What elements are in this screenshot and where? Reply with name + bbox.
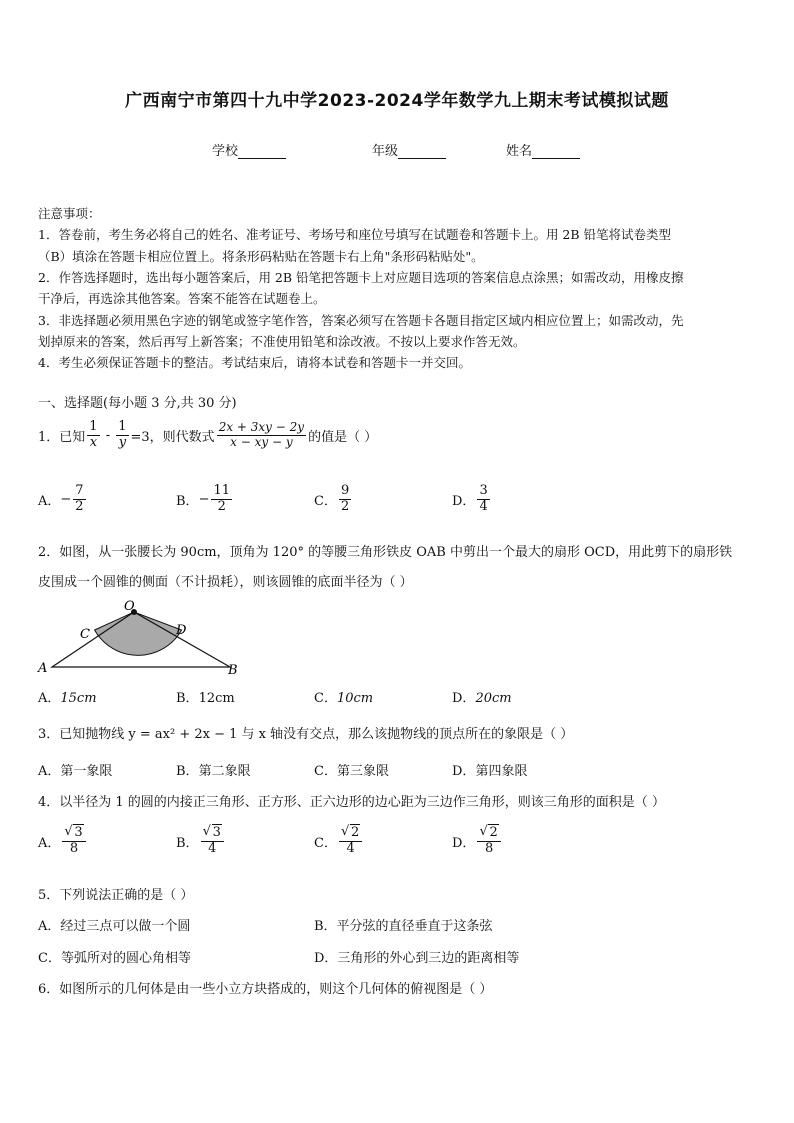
frac-num: 11 bbox=[213, 483, 231, 498]
frac-den: 4 bbox=[208, 840, 217, 856]
q2-option-d bbox=[452, 687, 512, 706]
section-heading: 一、选择题(每小题 3 分,共 30 分) bbox=[38, 396, 237, 411]
notice-line: （B）填涂在答题卡相应位置上。将条形码粘贴在答题卡右上角"条形码粘贴处"。 bbox=[38, 249, 484, 264]
q1-option-a bbox=[38, 484, 88, 515]
name-field bbox=[506, 140, 580, 159]
frac-den: 8 bbox=[69, 840, 79, 856]
question-3: 3．已知抛物线 y = ax² + 2x − 1 与 x 轴没有交点，那么该抛物线的顶点所在的象限是（ ） bbox=[38, 727, 574, 742]
option-label: D． bbox=[452, 835, 476, 851]
option-fraction bbox=[62, 826, 85, 857]
label-o: O bbox=[124, 599, 135, 614]
school-label: 学校 bbox=[212, 144, 239, 159]
frac-den: 4 bbox=[346, 840, 355, 856]
frac-den: 2 bbox=[340, 498, 350, 514]
q1-fraction-1y bbox=[116, 420, 128, 451]
frac-num: 3 bbox=[479, 483, 488, 498]
option-fraction bbox=[73, 484, 85, 515]
notice-line: 划掉原来的答案，然后再写上新答案；不准使用铅笔和涂改液。不按以上要求作答无效。 bbox=[38, 334, 526, 349]
q1-eq: =3，则代数式 bbox=[130, 429, 215, 445]
option-label: C． bbox=[314, 764, 337, 779]
q1-prefix: 1．已知 bbox=[38, 429, 86, 445]
option-sign: − bbox=[60, 491, 72, 507]
option-text: 第二象限 bbox=[198, 764, 251, 779]
question-4: 4．以半径为 1 的圆的内接正三角形、正方形、正六边形的边心距为三边作三角形，则该三角形的面积是（ ） bbox=[38, 795, 665, 810]
option-text: 第一象限 bbox=[60, 764, 113, 779]
option-label: B． bbox=[176, 691, 199, 706]
school-blank bbox=[238, 146, 286, 159]
frac-num: 9 bbox=[340, 483, 350, 498]
frac-den: 8 bbox=[484, 840, 494, 856]
option-fraction bbox=[211, 484, 232, 515]
frac-den: 4 bbox=[479, 498, 488, 514]
grade-label: 年级 bbox=[372, 144, 399, 159]
label-b: B bbox=[228, 663, 238, 678]
frac-den: 2 bbox=[217, 498, 226, 514]
q5-option-c: C．等弧所对的圆心角相等 bbox=[38, 951, 191, 966]
notice-line: 3．非选择题必须用黑色字迹的钢笔或签字笔作答，答案必须写在答题卡各题目指定区域内相应位置上；如需改动，先 bbox=[38, 313, 684, 328]
option-fraction bbox=[339, 826, 362, 857]
sqrt-sign bbox=[341, 826, 360, 841]
notice-line: 干净后，再选涂其他答案。答案不能答在试题卷上。 bbox=[38, 291, 326, 306]
q3-option-c bbox=[314, 760, 389, 779]
option-label: A． bbox=[38, 691, 61, 706]
label-a: A bbox=[38, 661, 48, 676]
option-text: 20cm bbox=[475, 691, 512, 706]
q4-option-b bbox=[176, 826, 226, 857]
notice-line: 2．作答选择题时，选出每小题答案后，用 2B 铅笔把答题卡上对应题目选项的答案信息点涂黑；如需改动，用橡皮擦 bbox=[38, 270, 684, 285]
option-text: 12cm bbox=[198, 691, 235, 706]
sector-ocd bbox=[95, 612, 182, 655]
label-c: C bbox=[80, 627, 90, 642]
sqrt-sign bbox=[203, 826, 222, 841]
option-label: B． bbox=[176, 764, 199, 779]
q1-suffix: 的值是（ ） bbox=[308, 429, 378, 445]
school-field bbox=[212, 140, 286, 159]
q1-option-c bbox=[314, 484, 353, 515]
radicand: 2 bbox=[489, 825, 498, 840]
frac-num bbox=[201, 826, 224, 842]
q2-figure bbox=[34, 596, 244, 678]
notice-line: 1．答卷前，考生务必将自己的姓名、准考证号、考场号和座位号填写在试题卷和答题卡上。用 2B 铅笔将试卷类型 bbox=[38, 227, 672, 242]
option-label: A． bbox=[38, 493, 61, 509]
q3-option-b bbox=[176, 760, 251, 779]
radicand: 2 bbox=[350, 825, 360, 840]
notice-heading: 注意事项： bbox=[38, 206, 101, 221]
q5-option-b: B．平分弦的直径垂直于这条弦 bbox=[314, 919, 493, 934]
option-text: 15cm bbox=[60, 691, 97, 706]
q1-minus: - bbox=[101, 427, 115, 443]
q2-option-c bbox=[314, 687, 373, 706]
q1-f2-den: y bbox=[118, 434, 127, 450]
option-label: A． bbox=[38, 764, 61, 779]
question-5: 5．下列说法正确的是（ ） bbox=[38, 888, 194, 903]
option-label: D． bbox=[452, 493, 476, 509]
q1-f1-den: x bbox=[89, 434, 98, 450]
q5-option-d: D．三角形的外心到三边的距离相等 bbox=[314, 951, 520, 966]
option-fraction bbox=[201, 826, 224, 857]
option-sign: − bbox=[198, 491, 210, 507]
notice-line: 4．考生必须保证答题卡的整洁。考试结束后，请将本试卷和答题卡一并交回。 bbox=[38, 355, 471, 370]
grade-blank bbox=[398, 146, 446, 159]
frac-num bbox=[477, 826, 500, 842]
option-text: 第四象限 bbox=[475, 764, 528, 779]
option-label: B． bbox=[176, 493, 199, 509]
sqrt-sign bbox=[64, 826, 83, 841]
option-fraction bbox=[339, 484, 351, 515]
q3-option-a bbox=[38, 760, 112, 779]
radicand: 3 bbox=[74, 825, 83, 840]
q1-option-b bbox=[176, 484, 234, 515]
option-text: 10cm bbox=[336, 691, 374, 706]
question-1 bbox=[38, 420, 377, 451]
q2-option-b bbox=[176, 687, 235, 706]
frac-num bbox=[339, 826, 362, 842]
option-label: C． bbox=[314, 691, 337, 706]
q4-option-a bbox=[38, 826, 88, 857]
q1-expression bbox=[217, 421, 306, 450]
frac-den: 2 bbox=[75, 498, 84, 514]
q1-option-d bbox=[452, 484, 492, 515]
q3-option-d bbox=[452, 760, 527, 779]
q2-line-2: 皮围成一个圆锥的侧面（不计损耗），则该圆锥的底面半径为（ ） bbox=[38, 575, 413, 590]
label-d: D bbox=[176, 623, 187, 638]
q1-f2-num: 1 bbox=[118, 419, 127, 434]
q4-option-d bbox=[452, 826, 503, 857]
option-label: D． bbox=[452, 764, 476, 779]
grade-field bbox=[372, 140, 446, 159]
option-label: B． bbox=[176, 835, 199, 851]
name-blank bbox=[532, 146, 580, 159]
frac-num: 7 bbox=[75, 483, 84, 498]
q1-f1-num: 1 bbox=[89, 419, 98, 434]
name-label: 姓名 bbox=[506, 144, 533, 159]
option-fraction bbox=[477, 484, 489, 515]
option-label: C． bbox=[314, 493, 337, 509]
q1-expr-den: x − xy − y bbox=[230, 434, 293, 449]
option-fraction bbox=[477, 826, 500, 857]
page-title: 广西南宁市第四十九中学2023-2024学年数学九上期末考试模拟试题 bbox=[125, 91, 669, 111]
question-6: 6．如图所示的几何体是由一些小立方块搭成的，则这个几何体的俯视图是（ ） bbox=[38, 982, 493, 997]
option-label: C． bbox=[314, 835, 337, 851]
q5-option-a: A．经过三点可以做一个圆 bbox=[38, 919, 191, 934]
option-label: A． bbox=[38, 835, 61, 851]
option-label: D． bbox=[452, 691, 476, 706]
q2-option-a bbox=[38, 687, 97, 706]
q4-option-c bbox=[314, 826, 364, 857]
sqrt-sign bbox=[479, 826, 498, 841]
frac-num bbox=[62, 826, 85, 842]
q2-line-1: 2．如图，从一张腰长为 90cm，顶角为 120° 的等腰三角形铁皮 OAB 中剪出一个最大的扇形 OCD，用此剪下的扇形铁 bbox=[38, 545, 733, 560]
radicand: 3 bbox=[212, 825, 221, 840]
option-text: 第三象限 bbox=[336, 764, 389, 779]
q1-expr-num: 2x + 3xy − 2y bbox=[218, 420, 305, 435]
q1-fraction-1x bbox=[87, 420, 99, 451]
